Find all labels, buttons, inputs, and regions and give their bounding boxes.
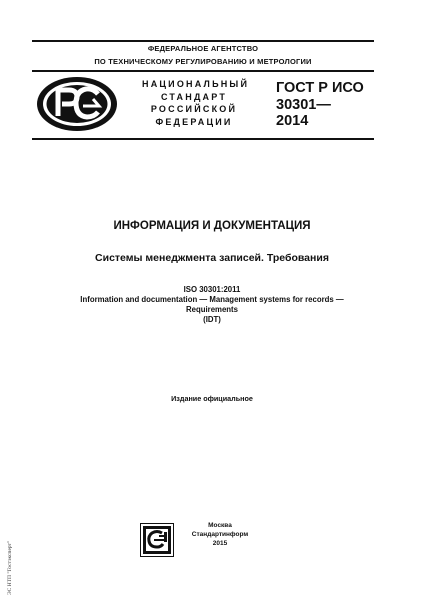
national-standard-line: РОССИЙСКОЙ (150, 104, 238, 114)
side-watermark-text: ЭС НТП "Гостэксперт" (7, 540, 13, 595)
standartinform-logo-icon (140, 523, 174, 557)
rst-certification-logo-icon (36, 76, 118, 132)
publisher-name: Стандартинформ (191, 531, 249, 538)
iso-code: ISO 30301:2011 (183, 285, 241, 294)
national-standard-label (142, 78, 250, 128)
agency-line-1: ФЕДЕРАЛЬНОЕ АГЕНТСТВО (147, 44, 259, 53)
publisher-city: Москва (208, 522, 232, 529)
middle-rule (32, 70, 374, 72)
document-subtitle: Системы менеджмента записей. Требования (95, 252, 329, 264)
publication-year: 2015 (212, 540, 228, 547)
standard-code (276, 80, 364, 130)
publisher-block (190, 521, 250, 548)
document-title: ИНФОРМАЦИЯ И ДОКУМЕНТАЦИЯ (113, 220, 311, 232)
idt-label: (IDT) (203, 315, 221, 324)
top-rule (32, 40, 374, 42)
standard-code-line: 30301— (276, 96, 331, 113)
standard-code-line: ГОСТ Р ИСО (276, 80, 364, 96)
english-title-line-2: Requirements (186, 305, 238, 314)
bottom-rule (32, 138, 374, 140)
english-title-line-1: Information and documentation — Management systems for records — (80, 295, 344, 304)
agency-line-2: ПО ТЕХНИЧЕСКОМУ РЕГУЛИРОВАНИЮ И МЕТРОЛОГИИ (94, 57, 312, 66)
edition-label: Издание официальное (171, 394, 253, 403)
standard-code-line: 2014 (276, 113, 309, 129)
national-standard-line: СТАНДАРТ (160, 91, 228, 102)
national-standard-line: НАЦИОНАЛЬНЫЙ (142, 79, 250, 89)
side-watermark (3, 525, 15, 595)
national-standard-line: ФЕДЕРАЦИИ (155, 116, 233, 127)
